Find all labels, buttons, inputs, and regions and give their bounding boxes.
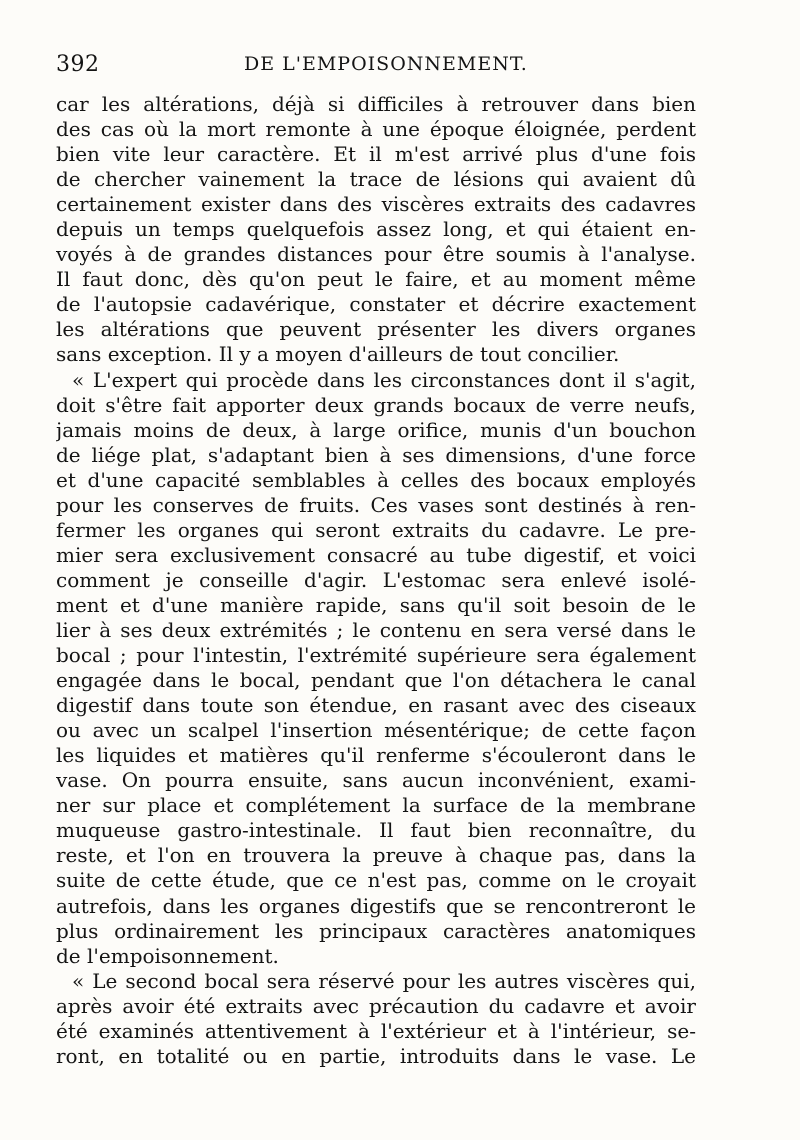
text-line: « Le second bocal sera réservé pour les autres viscères qui,	[72, 968, 696, 993]
text-line: autrefois, dans les organes digestifs que se rencontreront le	[56, 893, 696, 918]
text-line: reste, et l'on en trouvera la preuve à chaque pas, dans la	[56, 843, 696, 868]
text-line: les altérations que peuvent présenter les divers organes	[56, 317, 696, 342]
body-text	[56, 92, 696, 1069]
text-line: voyés à de grandes distances pour être soumis à l'analyse.	[56, 242, 696, 267]
text-line: Il faut donc, dès qu'on peut le faire, et au moment même	[56, 267, 696, 292]
text-line: pour les conserves de fruits. Ces vases sont destinés à ren-	[56, 492, 696, 517]
text-line: et d'une capacité semblables à celles des bocaux employés	[56, 467, 696, 492]
text-line: suite de cette étude, que ce n'est pas, comme on le croyait	[56, 868, 696, 893]
text-line: depuis un temps quelquefois assez long, et qui étaient en-	[56, 217, 696, 242]
text-line: après avoir été extraits avec précaution du cadavre et avoir	[56, 993, 696, 1018]
text-line: comment je conseille d'agir. L'estomac sera enlevé isolé-	[56, 567, 696, 592]
text-line: car les altérations, déjà si difficiles à retrouver dans bien	[56, 92, 696, 116]
running-head	[56, 52, 696, 80]
running-title: DE L'EMPOISONNEMENT.	[244, 53, 528, 75]
text-line: de liége plat, s'adaptant bien à ses dimensions, d'une force	[56, 442, 696, 467]
text-line: été examinés attentivement à l'extérieur et à l'intérieur, se-	[56, 1018, 696, 1043]
text-line: de l'autopsie cadavérique, constater et décrire exactement	[56, 292, 696, 317]
text-line: les liquides et matières qu'il renferme s'écouleront dans le	[56, 743, 696, 768]
text-line: bocal ; pour l'intestin, l'extrémité supérieure sera également	[56, 643, 696, 668]
text-line: certainement exister dans des viscères extraits des cadavres	[56, 192, 696, 217]
text-line: muqueuse gastro-intestinale. Il faut bien reconnaître, du	[56, 818, 696, 843]
text-line: des cas où la mort remonte à une époque éloignée, perdent	[56, 117, 696, 142]
text-line: ou avec un scalpel l'insertion mésentérique; de cette façon	[56, 718, 696, 743]
text-line: « L'expert qui procède dans les circonstances dont il s'agit,	[72, 367, 696, 392]
text-line: lier à ses deux extrémités ; le contenu en sera versé dans le	[56, 617, 696, 642]
text-line: plus ordinairement les principaux caractères anatomiques	[56, 918, 696, 943]
text-line: jamais moins de deux, à large orifice, munis d'un bouchon	[56, 417, 696, 442]
text-line: engagée dans le bocal, pendant que l'on détachera le canal	[56, 668, 696, 693]
page-number: 392	[56, 52, 100, 77]
text-line: doit s'être fait apporter deux grands bocaux de verre neufs,	[56, 392, 696, 417]
text-line: fermer les organes qui seront extraits du cadavre. Le pre-	[56, 517, 696, 542]
text-line: bien vite leur caractère. Et il m'est arrivé plus d'une fois	[56, 142, 696, 167]
text-line: de l'empoisonnement.	[56, 943, 279, 968]
text-line: ment et d'une manière rapide, sans qu'il soit besoin de le	[56, 592, 696, 617]
text-line: sans exception. Il y a moyen d'ailleurs de tout concilier.	[56, 342, 620, 367]
text-line: mier sera exclusivement consacré au tube digestif, et voici	[56, 542, 696, 567]
text-line: de chercher vainement la trace de lésions qui avaient dû	[56, 167, 696, 192]
text-line: vase. On pourra ensuite, sans aucun inconvénient, exami-	[56, 768, 696, 793]
text-line: ner sur place et complétement la surface de la membrane	[56, 793, 696, 818]
text-line: ront, en totalité ou en partie, introduits dans le vase. Le	[56, 1043, 696, 1068]
text-line: digestif dans toute son étendue, en rasant avec des ciseaux	[56, 693, 696, 718]
